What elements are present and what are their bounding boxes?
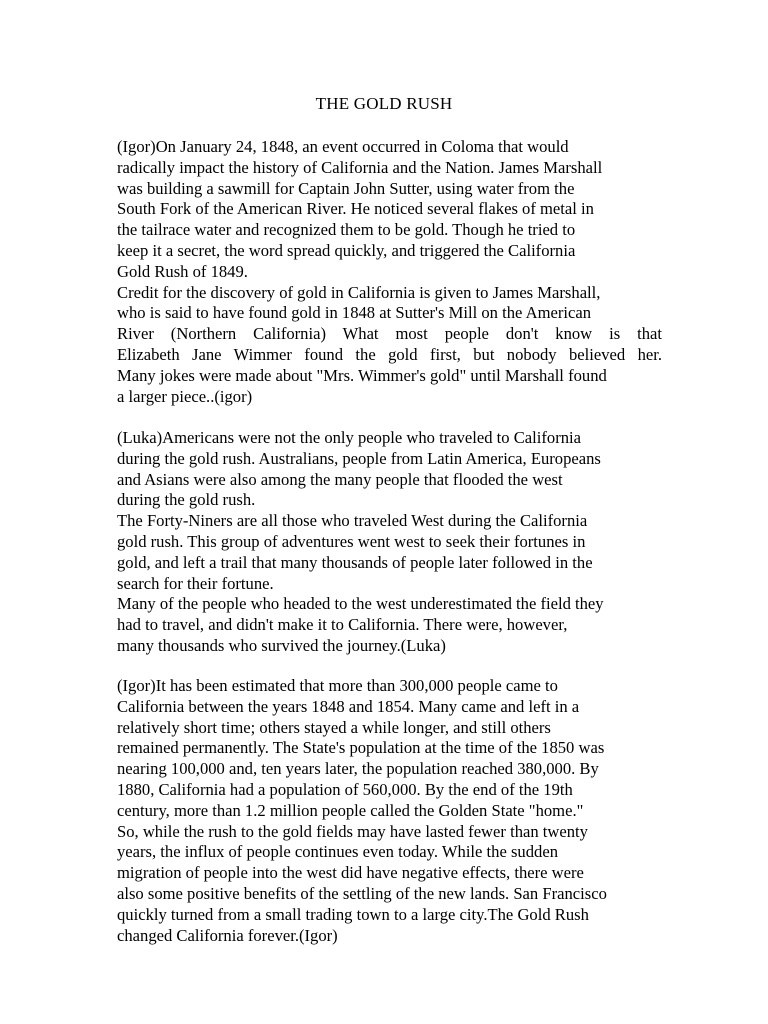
text-line: the tailrace water and recognized them to be gold. Though he tried to xyxy=(117,220,576,240)
text-line: River (Northern California) What most people don't know is that xyxy=(117,324,662,344)
text-line: search for their fortune. xyxy=(117,573,274,593)
text-line: (Luka)Americans were not the only people who traveled to California xyxy=(117,428,582,447)
text-line: was building a sawmill for Captain John Sutter, using water from the xyxy=(117,178,575,198)
text-line: changed California forever.(Igor) xyxy=(117,925,338,945)
text-line: Credit for the discovery of gold in California is given to James Marshall, xyxy=(117,282,601,302)
text-line: South Fork of the American River. He noticed several flakes of metal in xyxy=(117,199,594,219)
text-line: gold, and left a trail that many thousands of people later followed in the xyxy=(117,552,593,572)
text-line: (Igor)On January 24, 1848, an event occurred in Coloma that would xyxy=(117,137,569,156)
text-line: a larger piece..(igor) xyxy=(117,386,253,406)
paragraph-section-luka xyxy=(117,428,662,657)
text-line: years, the influx of people continues even today. While the sudden xyxy=(117,842,558,862)
text-line: keep it a secret, the word spread quickly, and triggered the California xyxy=(117,240,576,260)
text-line: Gold Rush of 1849. xyxy=(117,261,248,281)
text-line: (Igor)It has been estimated that more than 300,000 people came to xyxy=(117,676,558,695)
text-line: also some positive benefits of the settling of the new lands. San Francisco xyxy=(117,883,607,903)
paragraph-section-igor-1 xyxy=(117,137,662,407)
text-line: relatively short time; others stayed a while longer, and still others xyxy=(117,717,551,737)
text-line: during the gold rush. xyxy=(117,490,256,510)
text-line: remained permanently. The State's population at the time of the 1850 was xyxy=(117,738,605,758)
text-line: century, more than 1.2 million people called the Golden State "home." xyxy=(117,800,584,820)
text-line: had to travel, and didn't make it to California. There were, however, xyxy=(117,615,568,635)
text-line: So, while the rush to the gold fields may have lasted fewer than twenty xyxy=(117,821,588,841)
text-line: Many of the people who headed to the west underestimated the field they xyxy=(117,594,604,614)
paragraph-section-igor-2 xyxy=(117,676,662,946)
text-line: California between the years 1848 and 1854. Many came and left in a xyxy=(117,696,580,716)
text-line: 1880, California had a population of 560,000. By the end of the 19th xyxy=(117,779,573,799)
text-line: gold rush. This group of adventures went west to seek their fortunes in xyxy=(117,531,586,551)
text-line: Many jokes were made about "Mrs. Wimmer's gold" until Marshall found xyxy=(117,365,607,385)
text-line: during the gold rush. Australians, people from Latin America, Europeans xyxy=(117,448,601,468)
text-line: nearing 100,000 and, ten years later, the population reached 380,000. By xyxy=(117,759,599,779)
text-line: and Asians were also among the many people that flooded the west xyxy=(117,469,563,489)
text-line: Elizabeth Jane Wimmer found the gold first, but nobody believed her. xyxy=(117,344,662,364)
document-title: THE GOLD RUSH xyxy=(315,94,453,113)
text-line: many thousands who survived the journey.(Luka) xyxy=(117,635,446,655)
text-line: quickly turned from a small trading town to a large city.The Gold Rush xyxy=(117,904,589,924)
text-line: migration of people into the west did have negative effects, there were xyxy=(117,863,584,883)
text-line: radically impact the history of California and the Nation. James Marshall xyxy=(117,157,603,177)
text-line: who is said to have found gold in 1848 at Sutter's Mill on the American xyxy=(117,303,592,323)
text-line: The Forty-Niners are all those who traveled West during the California xyxy=(117,511,588,531)
